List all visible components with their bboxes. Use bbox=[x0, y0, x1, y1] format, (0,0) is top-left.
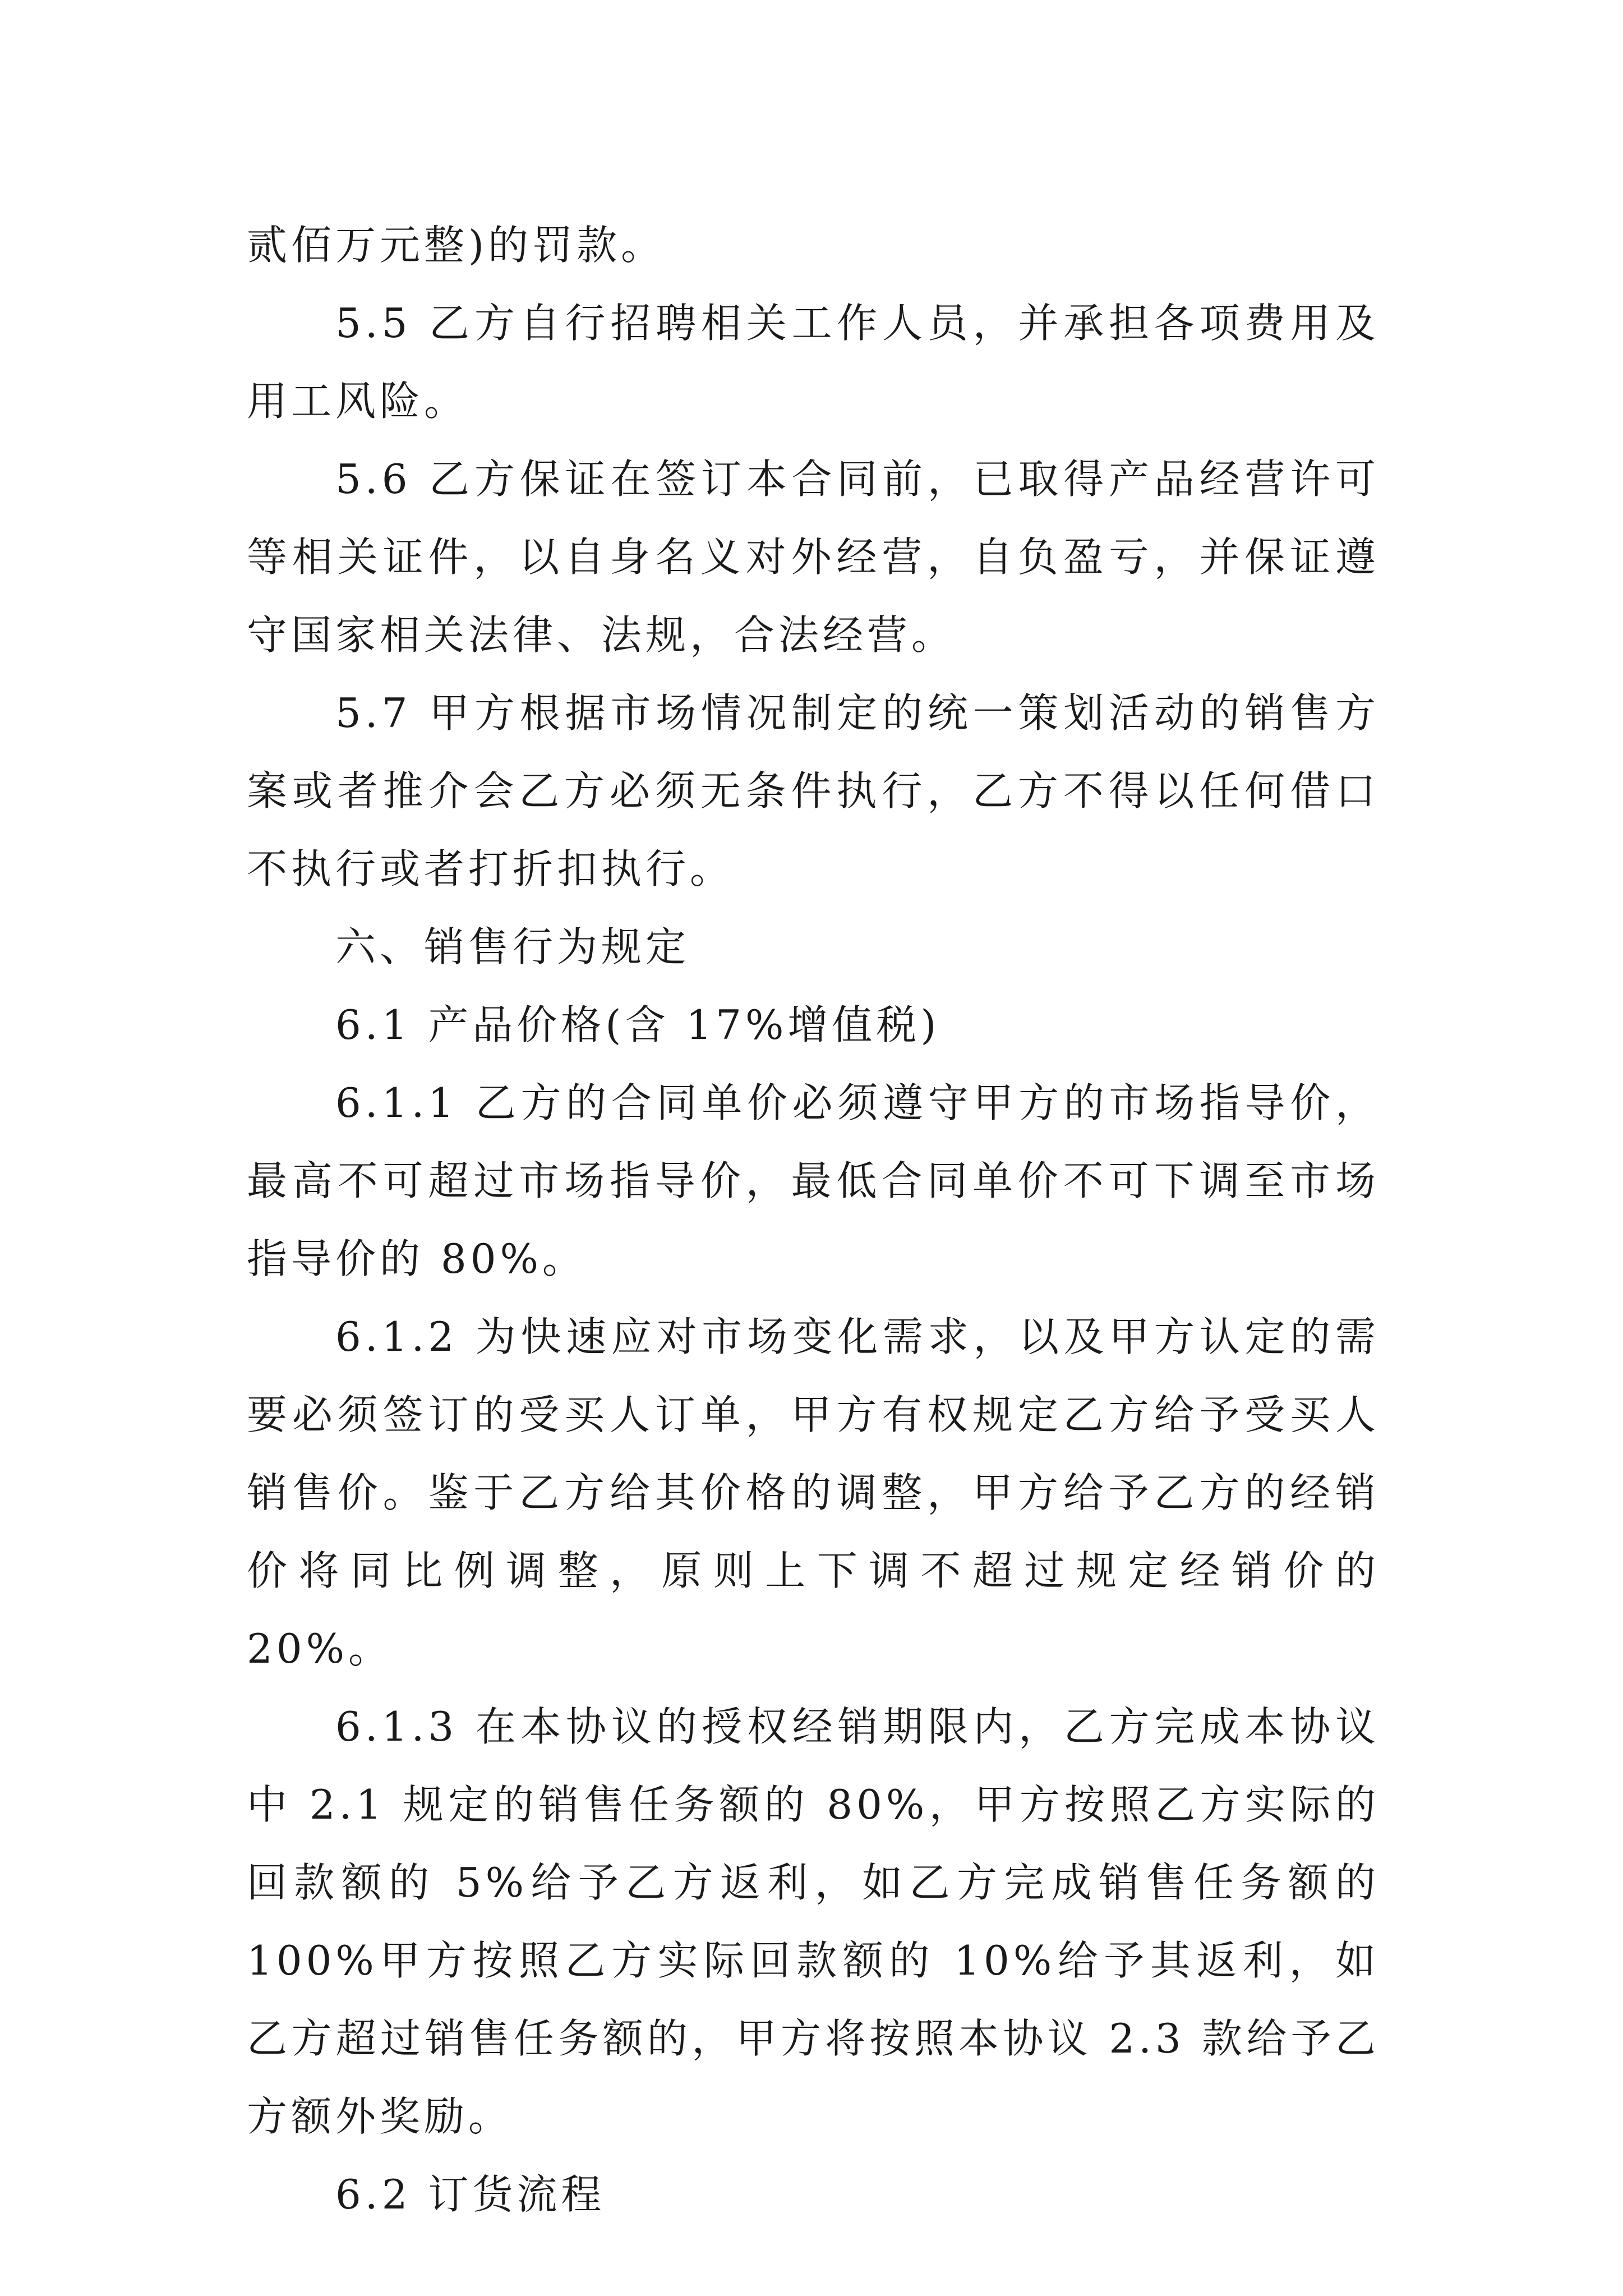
paragraph-clause-6-2: 6.2 订货流程 bbox=[335, 2171, 606, 2218]
paragraph-penalty-continuation: 贰佰万元整)的罚款。 bbox=[247, 222, 666, 269]
document-body bbox=[247, 206, 1380, 2234]
paragraph-clause-5-6: 5.6 乙方保证在签订本合同前，已取得产品经营许可等相关证件，以自身名义对外经营，自负盈亏，并保证遵守国家相关法律、法规，合法经营。 bbox=[247, 455, 1380, 659]
paragraph-clause-5-5: 5.5 乙方自行招聘相关工作人员，并承担各项费用及用工风险。 bbox=[247, 300, 1380, 425]
paragraph-clause-6-1-2: 6.1.2 为快速应对市场变化需求，以及甲方认定的需要必须签订的受买人订单，甲方有权规定乙方给予受买人销售价。鉴于乙方给其价格的调整，甲方给予乙方的经销价将同比例调整，原则上下调不超过规定经销价的 20%。 bbox=[247, 1313, 1380, 1672]
paragraph-clause-6-1-1: 6.1.1 乙方的合同单价必须遵守甲方的市场指导价，最高不可超过市场指导价，最低合同单价不可下调至市场指导价的 80%。 bbox=[247, 1079, 1380, 1282]
paragraph-clause-5-7: 5.7 甲方根据市场情况制定的统一策划活动的销售方案或者推介会乙方必须无条件执行，乙方不得以任何借口不执行或者打折扣执行。 bbox=[247, 689, 1380, 892]
paragraph-clause-6-1: 6.1 产品价格(含 17%增值税) bbox=[335, 1001, 940, 1048]
section-heading-sales-rules: 六、销售行为规定 bbox=[335, 923, 690, 970]
paragraph-clause-6-1-3: 6.1.3 在本协议的授权经销期限内，乙方完成本协议中 2.1 规定的销售任务额的 80%，甲方按照乙方实际的回款额的 5%给予乙方返利，如乙方完成销售任务额的 100%甲方按照乙方实际回款额的 10%给予其返利，如乙方超过销售任务额的，甲方将按照本协议 2.3 款给予乙方额外奖励。 bbox=[247, 1703, 1380, 2140]
